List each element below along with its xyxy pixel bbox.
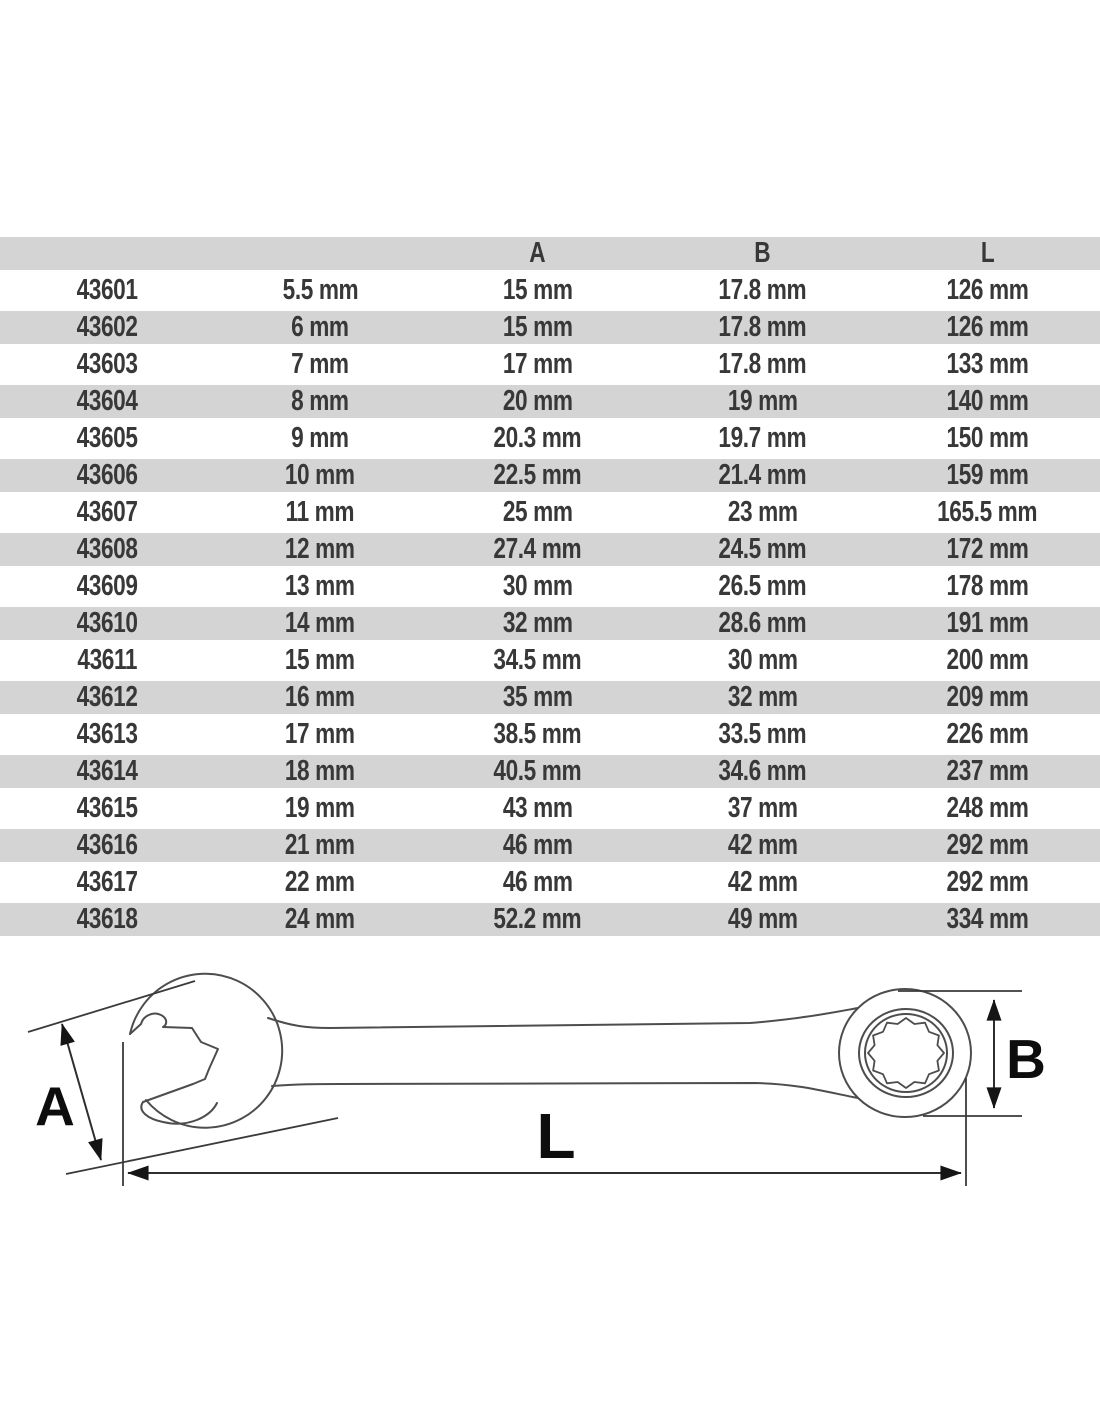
table-cell: 165.5 mm (937, 496, 1038, 528)
table-cell: 6 mm (291, 311, 349, 343)
table-cell: 126 mm (946, 274, 1029, 306)
shaft-bottom-edge (272, 1083, 858, 1098)
col-header-b: B (754, 237, 771, 269)
table-cell: 18 mm (285, 755, 355, 787)
dimension-a-group (28, 981, 338, 1174)
table-cell: 22.5 mm (493, 459, 582, 491)
table-cell: 5.5 mm (282, 274, 358, 306)
table-cell: 150 mm (946, 422, 1029, 454)
table-cell: 21.4 mm (718, 459, 807, 491)
table-cell: 43607 (77, 496, 138, 528)
table-cell: 17 mm (285, 718, 355, 750)
table-cell: 30 mm (502, 570, 573, 602)
table-cell: 26.5 mm (718, 570, 807, 602)
table-cell: 43608 (77, 533, 138, 565)
table-cell: 17.8 mm (718, 348, 807, 380)
dim-a-label: A (35, 1075, 75, 1137)
dim-l-label: L (536, 1100, 576, 1172)
table-cell: 43615 (77, 792, 138, 824)
table-header-row (0, 237, 1100, 270)
table-cell: 52.2 mm (493, 903, 582, 935)
table-cell: 237 mm (946, 755, 1029, 787)
table-cell: 19 mm (727, 385, 798, 417)
table-row (0, 459, 1100, 492)
table-cell: 8 mm (291, 385, 349, 417)
table-cell: 178 mm (946, 570, 1029, 602)
table-cell: 43612 (77, 681, 138, 713)
table-row (0, 792, 1100, 825)
dim-a-extension-bottom (66, 1118, 338, 1174)
table-cell: 292 mm (946, 829, 1029, 861)
table-cell: 28.6 mm (718, 607, 807, 639)
col-header-size (215, 237, 425, 270)
table-row (0, 718, 1100, 751)
table-cell: 32 mm (727, 681, 798, 713)
ring-end-boss (859, 1009, 953, 1097)
table-cell: 133 mm (946, 348, 1029, 380)
table-cell: 248 mm (946, 792, 1029, 824)
table-cell: 42 mm (727, 829, 798, 861)
spec-table (0, 233, 1100, 940)
table-cell: 23 mm (727, 496, 798, 528)
table-row (0, 607, 1100, 640)
dim-a-extension-top (28, 981, 195, 1032)
table-cell: 43601 (77, 274, 138, 306)
table-row (0, 903, 1100, 936)
dim-b-label: B (1006, 1028, 1046, 1090)
ring-end-12pt-socket (868, 1018, 944, 1088)
table-cell: 7 mm (291, 348, 349, 380)
table-cell: 43613 (77, 718, 138, 750)
table-cell: 172 mm (946, 533, 1029, 565)
table-cell: 292 mm (946, 866, 1029, 898)
table-cell: 19.7 mm (718, 422, 807, 454)
table-cell: 9 mm (291, 422, 349, 454)
table-cell: 40.5 mm (493, 755, 582, 787)
table-cell: 43606 (77, 459, 138, 491)
table-row (0, 348, 1100, 381)
table-cell: 43610 (77, 607, 138, 639)
table-cell: 12 mm (285, 533, 355, 565)
table-cell: 42 mm (727, 866, 798, 898)
shaft-top-edge (268, 1008, 858, 1028)
table-cell: 43614 (77, 755, 138, 787)
table-cell: 126 mm (946, 311, 1029, 343)
table-cell: 27.4 mm (493, 533, 582, 565)
table-cell: 17.8 mm (718, 311, 807, 343)
table-cell: 11 mm (285, 496, 355, 528)
table-cell: 15 mm (502, 311, 573, 343)
table-cell: 43605 (77, 422, 138, 454)
table-row (0, 644, 1100, 677)
table-cell: 24 mm (285, 903, 355, 935)
table-cell: 15 mm (502, 274, 573, 306)
table-cell: 34.5 mm (493, 644, 582, 676)
table-cell: 34.6 mm (718, 755, 807, 787)
table-cell: 33.5 mm (718, 718, 807, 750)
table-cell: 43618 (77, 903, 138, 935)
open-end-head (130, 974, 282, 1128)
table-cell: 43611 (77, 644, 138, 676)
table-cell: 334 mm (946, 903, 1029, 935)
table-cell: 22 mm (285, 866, 355, 898)
table-cell: 20 mm (502, 385, 573, 417)
table-cell: 46 mm (502, 829, 573, 861)
table-row (0, 829, 1100, 862)
ring-end-ratchet (865, 1014, 947, 1092)
table-cell: 37 mm (727, 792, 798, 824)
table-cell: 159 mm (946, 459, 1029, 491)
table-cell: 226 mm (946, 718, 1029, 750)
table-cell: 30 mm (727, 644, 798, 676)
table-cell: 43603 (77, 348, 138, 380)
table-cell: 19 mm (285, 792, 355, 824)
table-cell: 21 mm (285, 829, 355, 861)
table-cell: 25 mm (502, 496, 573, 528)
table-cell: 20.3 mm (493, 422, 582, 454)
table-cell: 24.5 mm (718, 533, 807, 565)
table-cell: 46 mm (502, 866, 573, 898)
table-cell: 191 mm (946, 607, 1029, 639)
table-cell: 17.8 mm (718, 274, 807, 306)
table-cell: 43602 (77, 311, 138, 343)
col-header-a: A (529, 237, 546, 269)
table-row (0, 274, 1100, 307)
table-cell: 13 mm (285, 570, 355, 602)
table-cell: 14 mm (285, 607, 355, 639)
col-header-l: L (980, 237, 995, 269)
table-row (0, 385, 1100, 418)
table-body (0, 274, 1100, 936)
table-cell: 43616 (77, 829, 138, 861)
table-row (0, 755, 1100, 788)
table-cell: 43604 (77, 385, 138, 417)
table-row (0, 681, 1100, 714)
table-cell: 43609 (77, 570, 138, 602)
table-cell: 32 mm (502, 607, 573, 639)
col-header-article (0, 237, 215, 270)
open-end-jaw (130, 1014, 218, 1124)
table-row (0, 422, 1100, 455)
table-cell: 43617 (77, 866, 138, 898)
wrench-diagram (0, 950, 1100, 1262)
table-cell: 10 mm (285, 459, 355, 491)
table-row (0, 570, 1100, 603)
table-cell: 35 mm (502, 681, 573, 713)
table-cell: 17 mm (502, 348, 573, 380)
table-cell: 140 mm (946, 385, 1029, 417)
table-cell: 209 mm (946, 681, 1029, 713)
table-row (0, 533, 1100, 566)
table-cell: 38.5 mm (493, 718, 582, 750)
table-row (0, 311, 1100, 344)
table-cell: 16 mm (285, 681, 355, 713)
table-row (0, 866, 1100, 899)
table-cell: 49 mm (727, 903, 798, 935)
table-row (0, 496, 1100, 529)
table-cell: 15 mm (285, 644, 355, 676)
table-cell: 43 mm (502, 792, 573, 824)
table-cell: 200 mm (946, 644, 1029, 676)
